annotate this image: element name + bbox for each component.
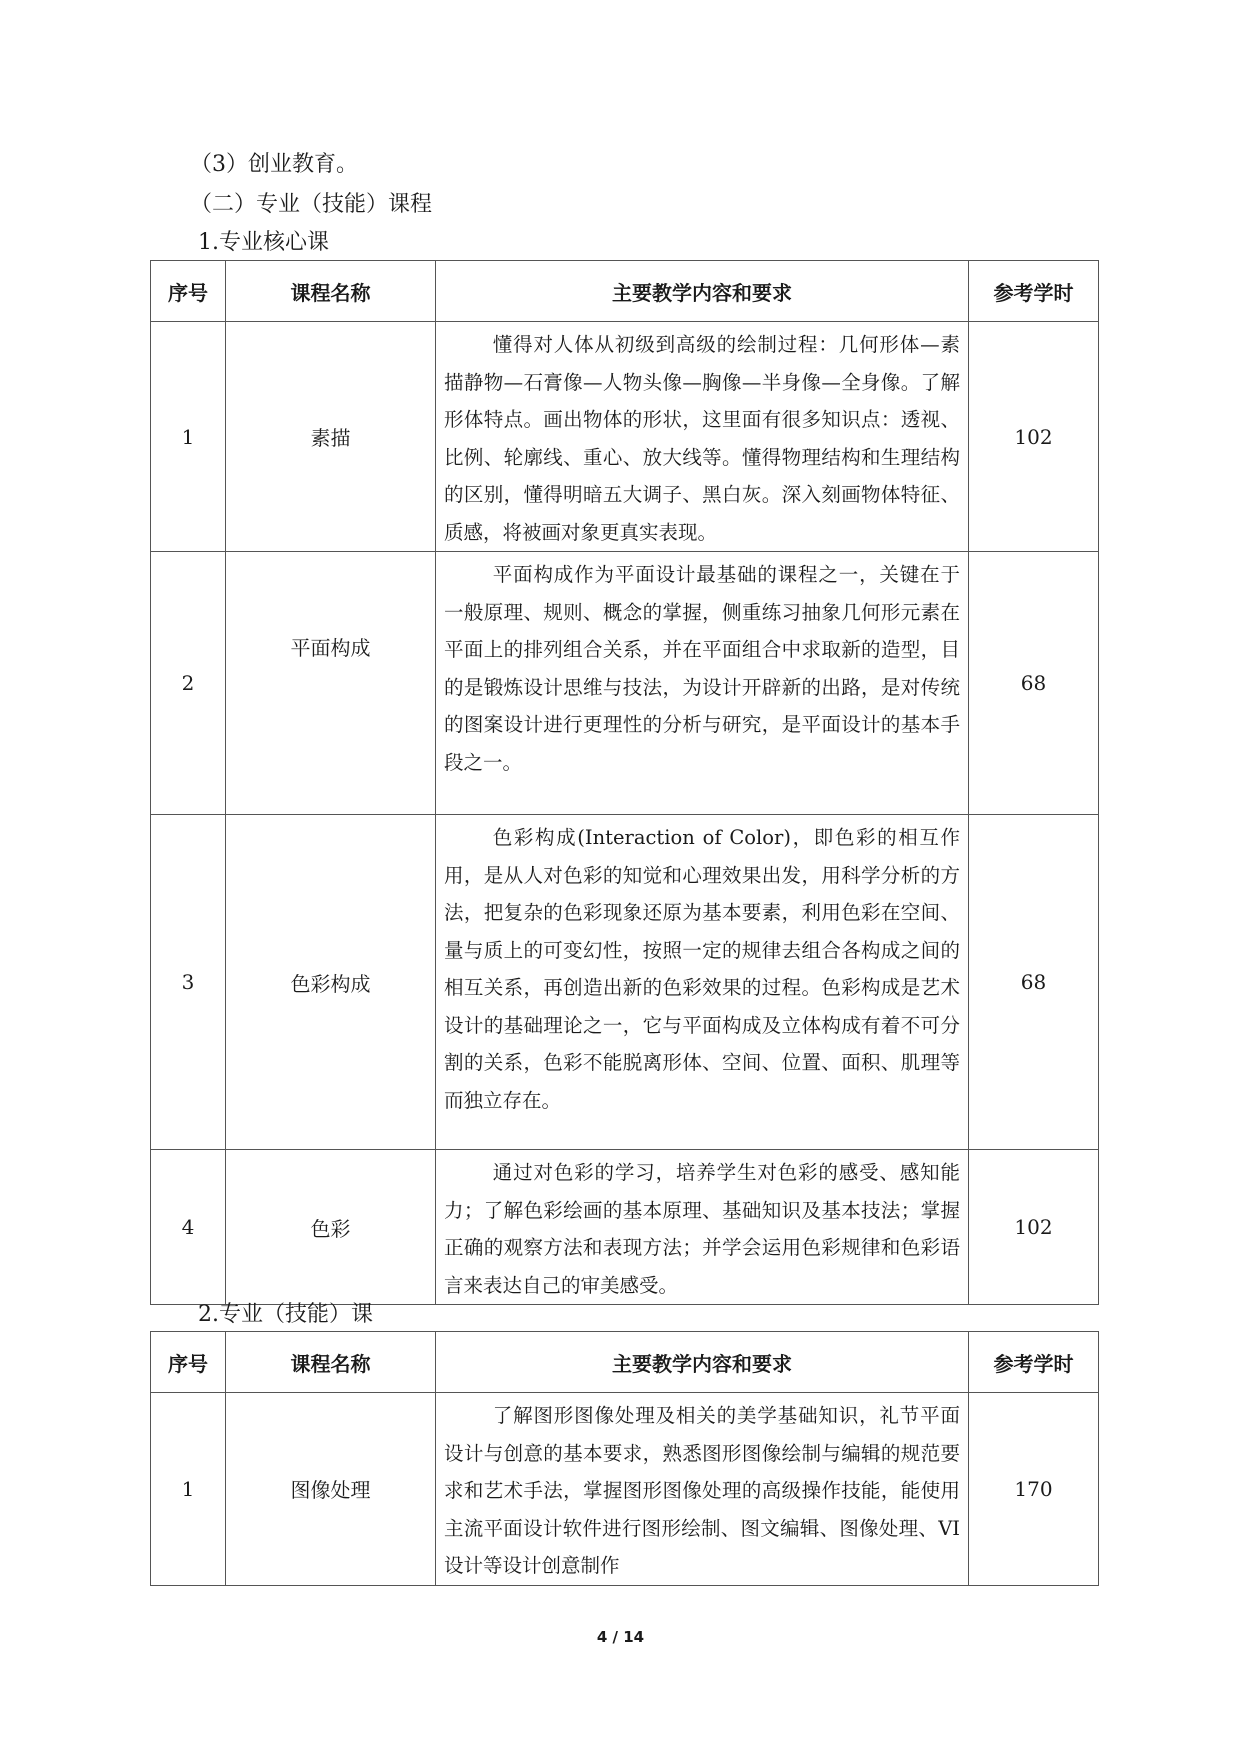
course-no: 2 (151, 552, 226, 815)
course-content: 了解图形图像处理及相关的美学基础知识，礼节平面设计与创意的基本要求，熟悉图形图像绘制与编辑的规范要求和艺术手法，掌握图形图像处理的高级操作技能，能使用主流平面设计软件进行图形绘制、图文编辑、图像处理、VI 设计等设计创意制作 (436, 1393, 969, 1586)
course-hours: 68 (969, 815, 1099, 1150)
course-name: 色彩构成 (226, 815, 436, 1150)
course-no: 4 (151, 1150, 226, 1305)
heading-professional-courses: （二）专业（技能）课程 (190, 192, 433, 217)
table-row (151, 322, 1099, 552)
header-no: 序号 (151, 261, 226, 322)
header-content: 主要教学内容和要求 (436, 261, 969, 322)
course-hours: 68 (969, 552, 1099, 815)
course-name: 图像处理 (226, 1393, 436, 1586)
header-no: 序号 (151, 1332, 226, 1393)
header-content: 主要教学内容和要求 (436, 1332, 969, 1393)
course-hours: 102 (969, 1150, 1099, 1305)
course-no: 1 (151, 322, 226, 552)
course-name: 色彩 (226, 1150, 436, 1305)
table-row (151, 1150, 1099, 1305)
course-hours: 170 (969, 1393, 1099, 1586)
heading-core-courses: 1.专业核心课 (198, 230, 329, 255)
course-content: 色彩构成(Interaction of Color)，即色彩的相互作用，是从人对色彩的知觉和心理效果出发，用科学分析的方法，把复杂的色彩现象还原为基本要素，利用色彩在空间、量与质上的可变幻性，按照一定的规律去组合各构成之间的相互关系，再创造出新的色彩效果的过程。色彩构成是艺术设计的基础理论之一，它与平面构成及立体构成有着不可分割的关系，色彩不能脱离形体、空间、位置、面积、肌理等而独立存在。 (436, 815, 969, 1150)
course-name: 平面构成 (226, 552, 436, 815)
header-hours: 参考学时 (969, 261, 1099, 322)
course-content: 懂得对人体从初级到高级的绘制过程：几何形体—素描静物—石膏像—人物头像—胸像—半身像—全身像。了解形体特点。画出物体的形状，这里面有很多知识点：透视、比例、轮廓线、重心、放大线等。懂得物理结构和生理结构的区别，懂得明暗五大调子、黑白灰。深入刻画物体特征、质感，将被画对象更真实表现。 (436, 322, 969, 552)
course-content: 平面构成作为平面设计最基础的课程之一，关键在于一般原理、规则、概念的掌握，侧重练习抽象几何形元素在平面上的排列组合关系，并在平面组合中求取新的造型，目的是锻炼设计思维与技法，为设计开辟新的出路，是对传统的图案设计进行更理性的分析与研究，是平面设计的基本手段之一。 (436, 552, 969, 815)
course-no: 1 (151, 1393, 226, 1586)
table-row (151, 552, 1099, 815)
heading-entrepreneurship: （3）创业教育。 (190, 152, 358, 177)
course-hours: 102 (969, 322, 1099, 552)
core-courses-table (150, 260, 1099, 1305)
skill-courses-table (150, 1331, 1099, 1586)
table-row (151, 1393, 1099, 1586)
table-header-row (151, 1332, 1099, 1393)
header-name: 课程名称 (226, 261, 436, 322)
page-number: 4 / 14 (596, 1628, 645, 1646)
header-name: 课程名称 (226, 1332, 436, 1393)
table-row (151, 815, 1099, 1150)
course-no: 3 (151, 815, 226, 1150)
header-hours: 参考学时 (969, 1332, 1099, 1393)
course-content: 通过对色彩的学习，培养学生对色彩的感受、感知能力；了解色彩绘画的基本原理、基础知识及基本技法；掌握正确的观察方法和表现方法；并学会运用色彩规律和色彩语言来表达自己的审美感受。 (436, 1150, 969, 1305)
table-header-row (151, 261, 1099, 322)
course-name: 素描 (226, 322, 436, 552)
heading-skill-courses: 2.专业（技能）课 (198, 1302, 373, 1327)
